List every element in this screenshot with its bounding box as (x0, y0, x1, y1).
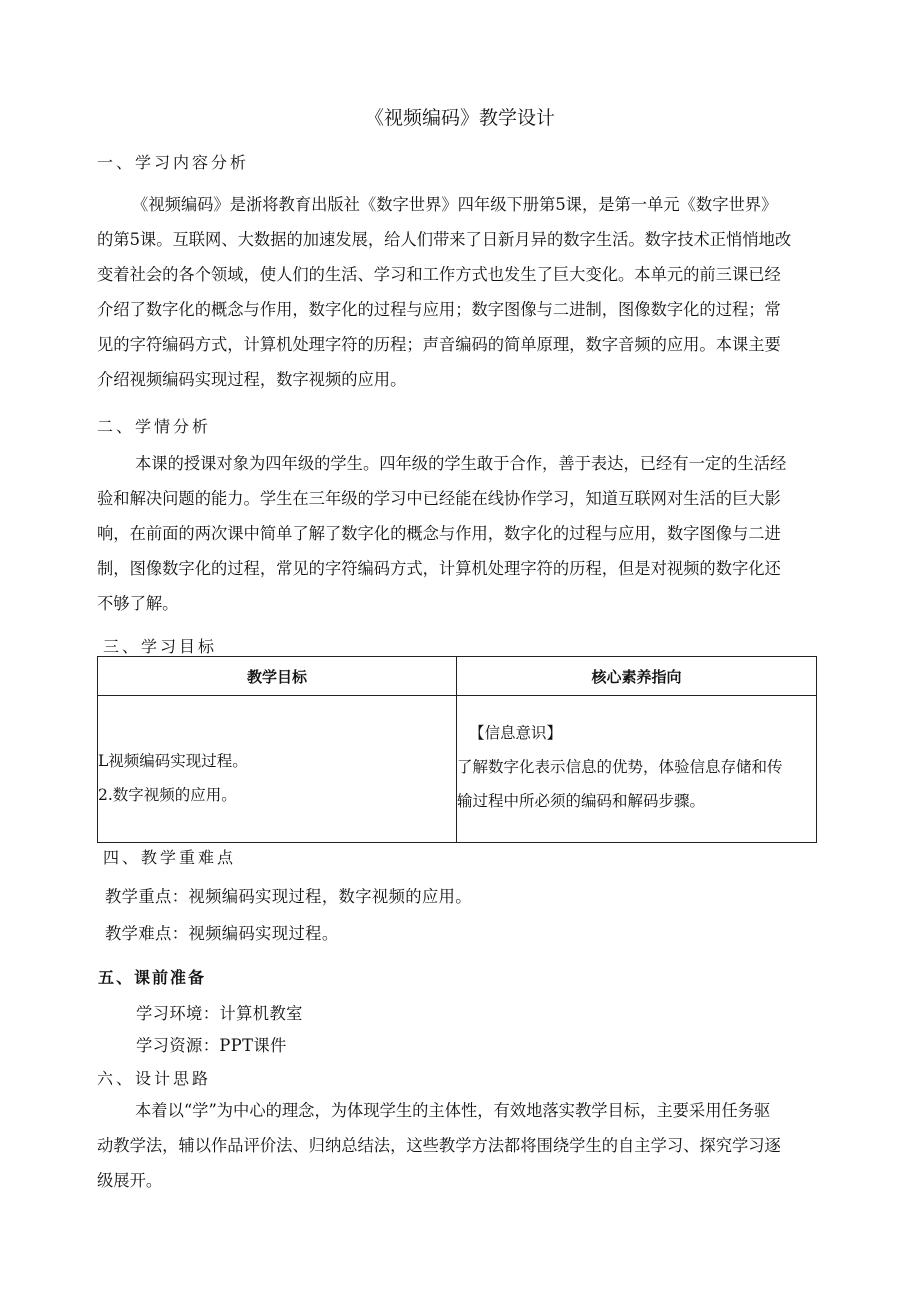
literacy-text: 了解数字化表示信息的优势，体验信息存储和传 (457, 758, 783, 776)
paragraph-line: 不够了解。 (97, 594, 179, 613)
learning-resources-text: 学习资源：PPT课件 (136, 1036, 287, 1055)
literacy-tag: 【信息意识】 (469, 724, 563, 742)
paragraph-line: 变着社会的各个领域，使人们的生活、学习和工作方式也发生了巨大变化。本单元的前三课已经 (97, 265, 781, 284)
paragraph-line: 介绍视频编码实现过程，数字视频的应用。 (97, 370, 407, 389)
literacy-text: 输过程中所必须的编码和解码步骤。 (457, 792, 706, 810)
table-header-teaching-goal: 教学目标 (98, 657, 457, 696)
section-heading-design-approach: 六、设计思路 (97, 1069, 212, 1088)
difficult-point-text: 教学难点：视频编码实现过程。 (105, 924, 339, 943)
section-heading-key-points: 四、教学重难点 (103, 848, 237, 867)
goal-item: 2.数字视频的应用。 (98, 786, 237, 804)
paragraph-line: 《视频编码》是浙将教育出版社《数字世界》四年级下册第5课，是第一单元《数字世界》 (132, 195, 778, 214)
design-approach-paragraph (97, 1093, 819, 1198)
goal-item: L视频编码实现过程。 (98, 752, 248, 770)
table-header-core-literacy: 核心素养指向 (457, 657, 817, 696)
paragraph-line: 见的字符编码方式，计算机处理字符的历程；声音编码的简单原理，数字音频的应用。本课主要 (97, 335, 781, 354)
learner-analysis-paragraph (97, 446, 819, 621)
paragraph-line: 动教学法，辅以作品评价法、归纳总结法，这些教学方法都将围绕学生的自主学习、探究学习逐 (97, 1136, 781, 1155)
paragraph-line: 级展开。 (97, 1171, 163, 1190)
paragraph-line: 本课的授课对象为四年级的学生。四年级的学生敢于合作，善于表达，已经有一定的生活经 (135, 454, 787, 473)
content-analysis-paragraph (97, 187, 819, 397)
paragraph-line: 制，图像数字化的过程，常见的字符编码方式，计算机处理字符的历程，但是对视频的数字化还 (97, 559, 781, 578)
key-point-text: 教学重点：视频编码实现过程，数字视频的应用。 (105, 887, 472, 906)
paragraph-line: 介绍了数字化的概念与作用，数字化的过程与应用；数字图像与二进制，图像数字化的过程；常 (97, 300, 781, 319)
section-heading-learning-objectives: 三、学习目标 (103, 637, 218, 656)
paragraph-line: 的第5课。互联网、大数据的加速发展，给人们带来了日新月异的数字生活。数字技术正悄悄地改 (97, 230, 792, 249)
paragraph-line: 本着以“学”为中心的理念，为体现学生的主体性，有效地落实教学目标，主要采用任务驱 (135, 1101, 771, 1120)
document-title: 《视频编码》教学设计 (364, 107, 555, 129)
paragraph-line: 响，在前面的两次课中简单了解了数字化的概念与作用，数字化的过程与应用，数字图像与二进 (97, 524, 781, 543)
learning-environment-text: 学习环境：计算机教室 (136, 1004, 303, 1023)
paragraph-line: 验和解决问题的能力。学生在三年级的学习中已经能在线协作学习，知道互联网对生活的巨大影 (97, 489, 781, 508)
teaching-goal-cell (98, 696, 457, 843)
section-heading-learner-analysis: 二、学情分析 (97, 417, 212, 436)
core-literacy-cell (457, 696, 817, 843)
section-heading-content-analysis: 一、学习内容分析 (97, 153, 250, 172)
objectives-table (97, 656, 817, 843)
section-heading-preparation: 五、课前准备 (98, 968, 207, 987)
